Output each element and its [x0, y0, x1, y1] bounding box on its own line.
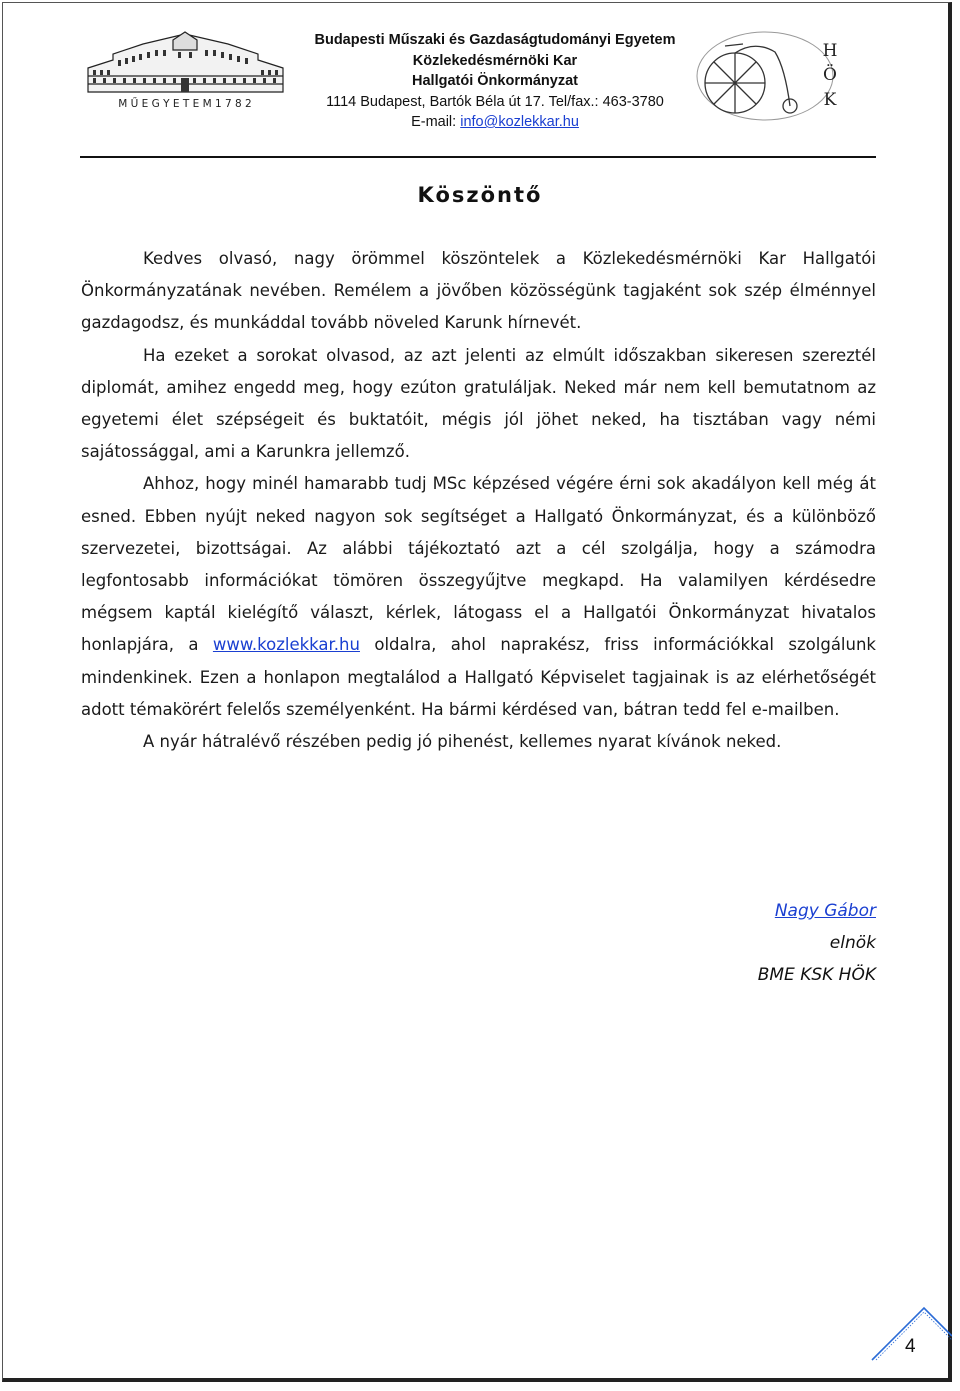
university-name: Budapesti Műszaki és Gazdaságtudományi Egyetem	[314, 32, 676, 48]
page-number: 4	[905, 1336, 916, 1357]
hok-bicycle-logo	[695, 28, 875, 123]
hok-letter-h: H	[822, 41, 838, 61]
bme-building-logo	[83, 30, 288, 112]
email-link[interactable]: info@kozlekkar.hu	[460, 114, 579, 130]
email-line	[300, 112, 690, 133]
signature-name[interactable]: Nagy Gábor	[774, 901, 876, 921]
website-link[interactable]: www.kozlekkar.hu	[212, 635, 360, 655]
page-title: Köszöntő	[417, 183, 543, 207]
signature-block	[758, 895, 876, 991]
email-label: E-mail:	[411, 114, 461, 130]
paragraph-graduation: Ha ezeket a sorokat olvasod, az azt jelenti az elmúlt időszakban sikeresen szereztél diplomát, amihez engedd meg, hogy ezúton gratuláljak. Neked már nem kell bemutatnom az egyetemi élet szépségeit és buktatóit, mégis jól jöhet neked, ha tisztában vagy némi sajátossággal, ami a Karunkra jellemző.	[81, 345, 876, 462]
paragraph-info-text-2: oldalra, ahol naprakész, friss információkkal szolgálunk mindenkinek. Ezen a honlapon megtalálod a Hallgató Képviselet tagjainak is az elérhetőségét adott témakörért felelős személyenként. Ha bármi kérdésed van, bátran tedd fel e-mailben.	[81, 635, 876, 719]
paragraph-greeting: Kedves olvasó, nagy örömmel köszöntelek a Közlekedésmérnöki Kar Hallgatói Önkormányzatának nevében. Remélem a jövőben közösségünk tagjaként sok szép élménnyel gazdagodsz, és munkáddal tovább növeled Karunk hírnevét.	[81, 249, 876, 333]
paragraph-info	[81, 468, 876, 726]
hok-letter-o: Ö	[823, 65, 837, 85]
paragraph-closing: A nyár hátralévő részében pedig jó pihenést, kellemes nyarat kívánok neked.	[143, 732, 782, 752]
address-line: 1114 Budapest, Bartók Béla út 17. Tel/fax.: 463-3780	[326, 93, 664, 110]
hok-letter-k: K	[823, 90, 837, 110]
signature-role: elnök	[829, 933, 876, 953]
paragraph-info-text-1: Ahhoz, hogy minél hamarabb tudj MSc képzésed végére érni sok akadályon kell még át esned. Ebben nyújt neked nagyon sok segítséget a Hallgató Önkormányzat, és a különböző szervezetei, bizottságai. Az alábbi tájékoztató azt a cél szolgálja, hogy a számodra legfontosabb információkat tömören összegyűjtve megkapd. Ha valamilyen kérdésedre mégsem kaptál kielégítő választ, kérlek, látogass el a Hallgatói Önkormányzat hivatalos honlapjára, a	[81, 474, 876, 655]
signature-org: BME KSK HÖK	[757, 965, 876, 985]
organization-header	[300, 30, 690, 133]
faculty-name: Közlekedésmérnöki Kar	[412, 52, 578, 69]
header-divider	[80, 156, 876, 158]
letter-body	[81, 243, 876, 758]
bme-logo-caption: M Ű E G Y E T E M 1 7 8 2	[118, 98, 252, 110]
union-name: Hallgatói Önkormányzat	[412, 73, 578, 89]
